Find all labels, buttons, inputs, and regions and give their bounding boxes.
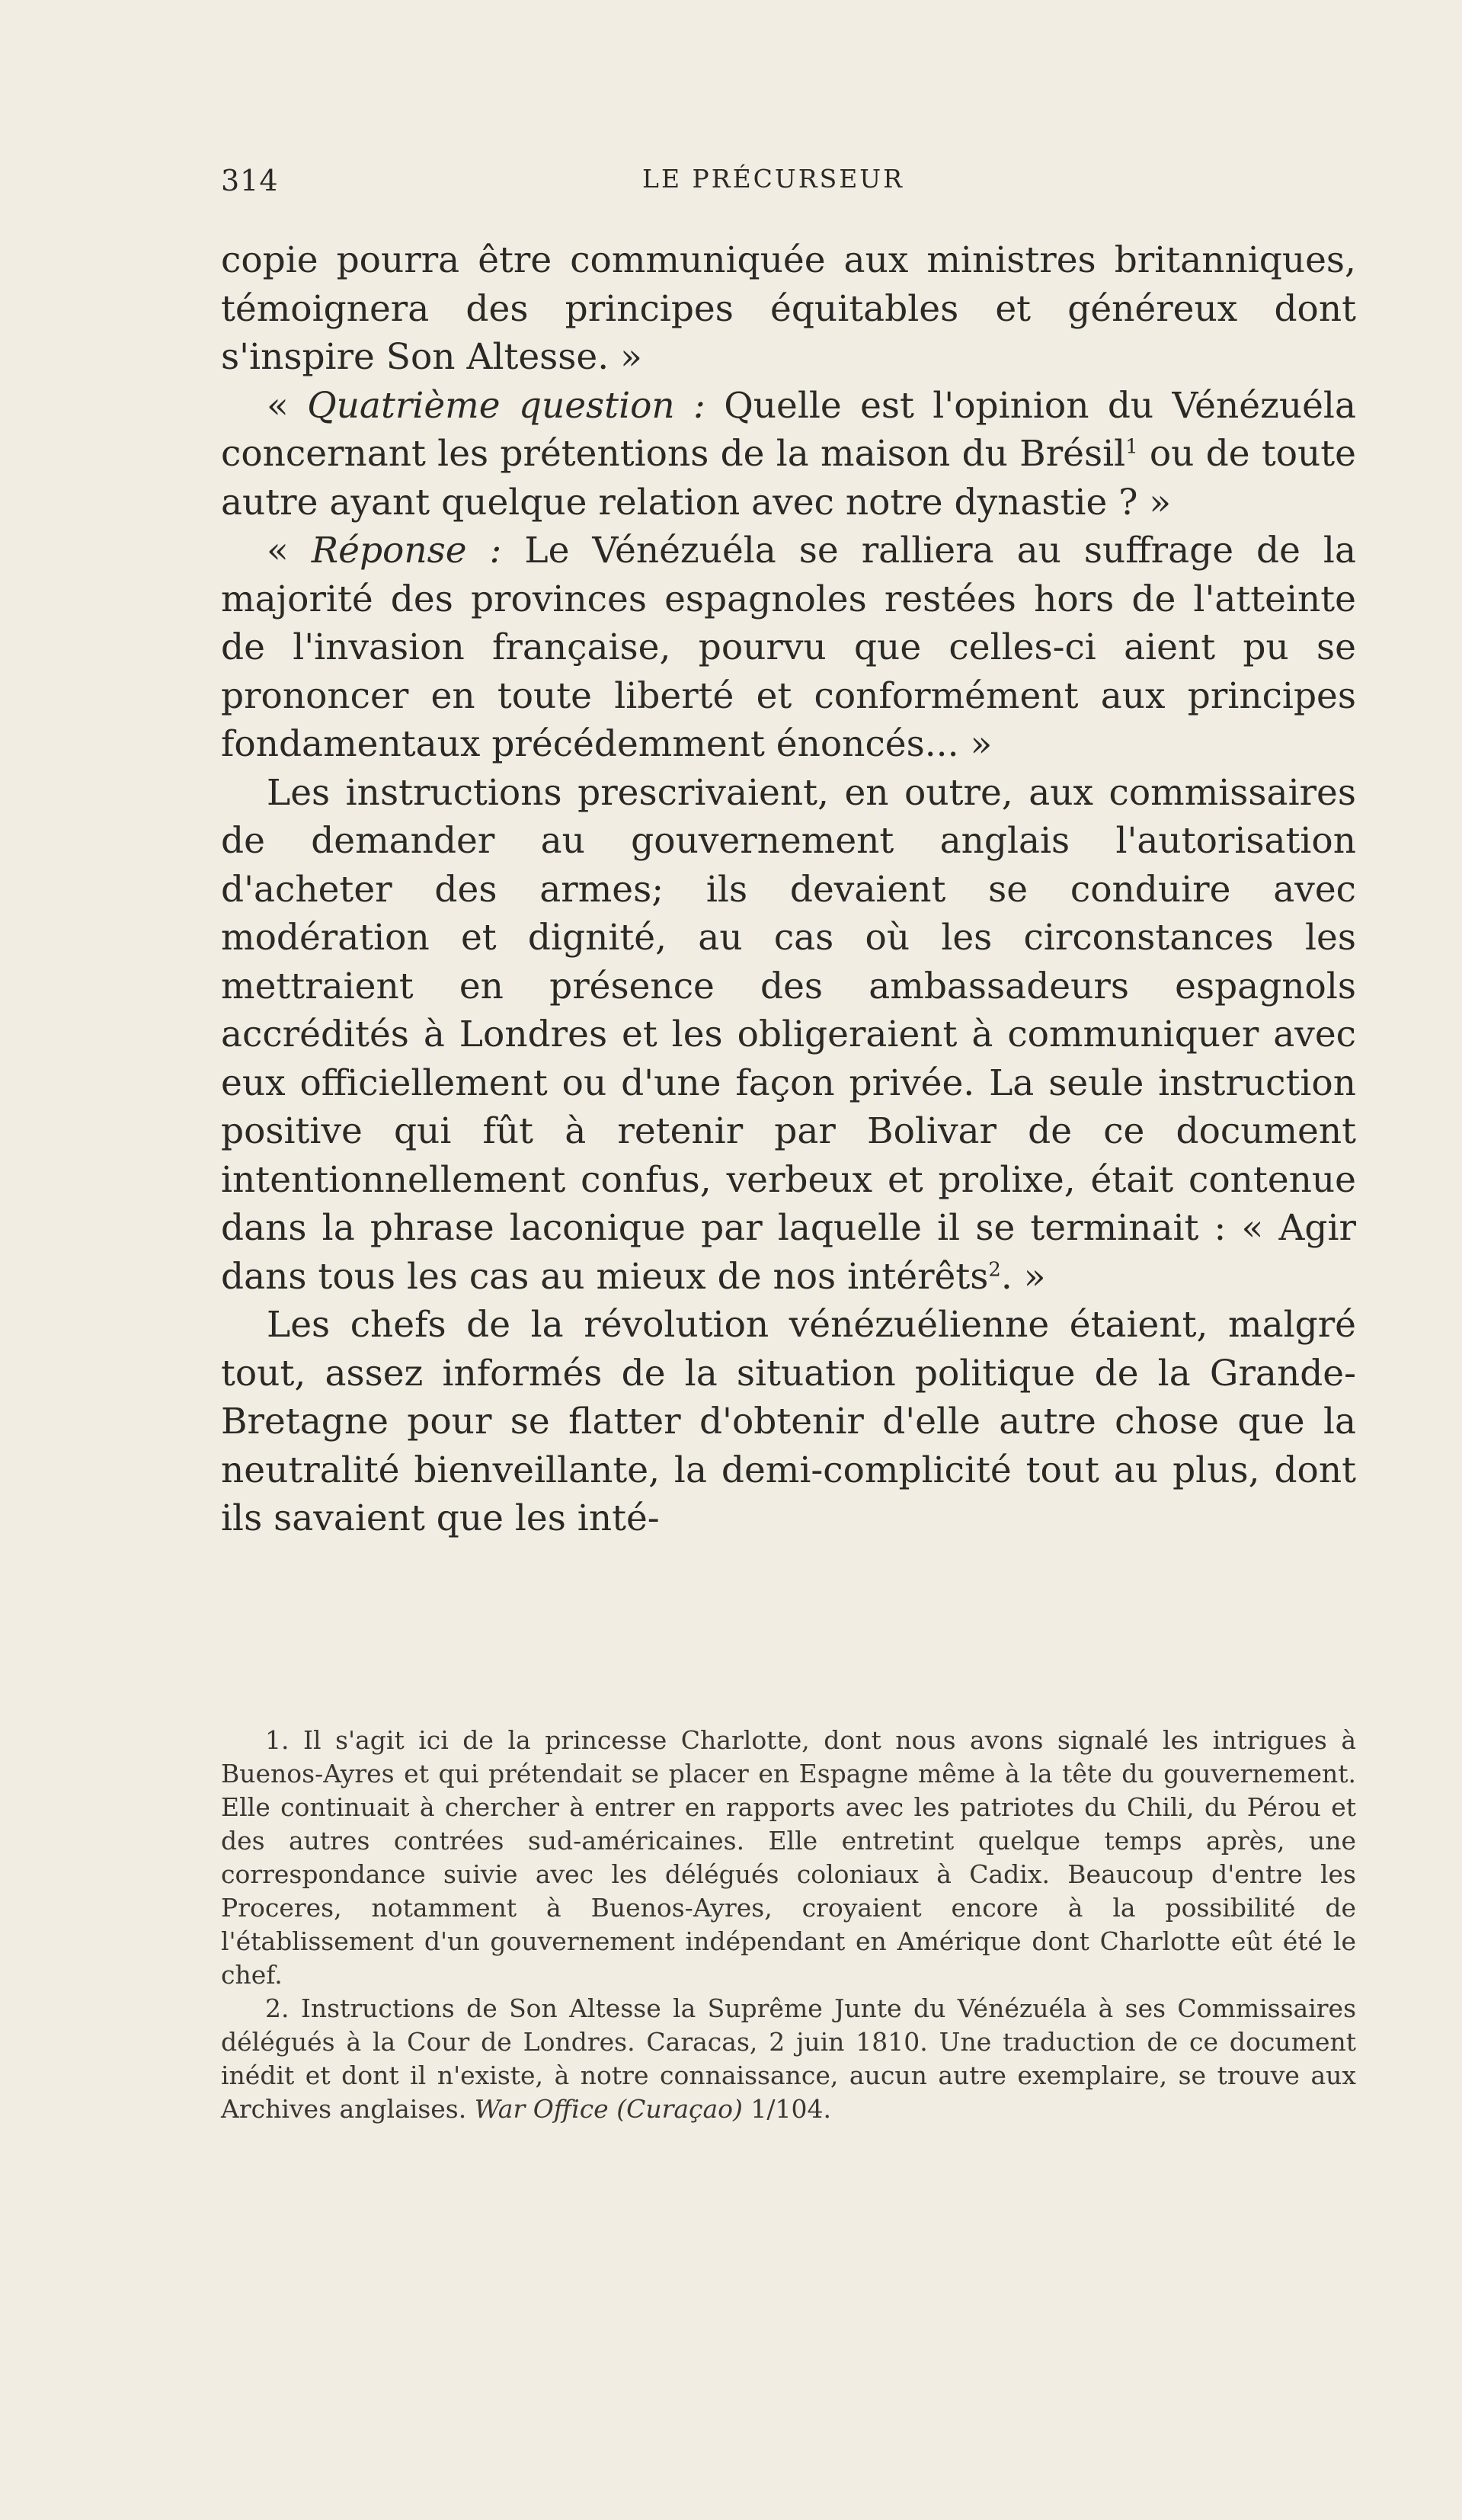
main-text xyxy=(221,236,1356,1543)
quote-open: « xyxy=(267,384,308,427)
footnote-ref-1: 1 xyxy=(1125,435,1138,459)
instructions-text: Les instructions prescrivaient, en outre, aux commissaires de demander au gouvernement anglais l'autorisation d'acheter des armes; ils devaient se conduire avec modération et dignité, au cas où les circonstances les mettraient en présence des ambassadeurs espagnols accrédités à Londres et les obligeraient à communiquer avec eux officiellement ou d'une façon privée. La seule instruction positive qui fût à retenir par Bolivar de ce document intentionnellement confus, verbeux et prolixe, était contenue dans la phrase laconique par laquelle il se terminait : « Agir dans tous les cas au mieux de nos intérêts xyxy=(221,771,1356,1298)
quote-open: « xyxy=(267,530,312,572)
paragraph-instructions xyxy=(221,769,1356,1302)
page-number: 314 xyxy=(221,164,279,197)
question-text-end: ou de toute autre ayant quelque relation avec notre dynastie ? » xyxy=(221,433,1356,524)
reponse-label: Réponse : xyxy=(311,530,502,572)
chefs-text: Les chefs de la révolution vénézuélienne étaient, malgré tout, assez informés de la situation politique de la Grande-Bretagne pour se flatter d'obtenir d'elle autre chose que la neutralité bienveillante, la demi-complicité tout au plus, dont ils savaient que les inté- xyxy=(221,1304,1356,1539)
question-label: Quatrième question : xyxy=(307,384,705,427)
instructions-text-end: . » xyxy=(1000,1255,1046,1298)
reponse-text: Le Vénézuéla se ralliera au suffrage de la majorité des provinces espagnoles restées hors de l'atteinte de l'invasion française, pourvu que celles-ci aient pu se prononcer en toute liberté et conformément aux principes fondamentaux précédemment énoncés... » xyxy=(221,530,1356,765)
paragraph-reponse xyxy=(221,527,1356,769)
footnote-2-archive: War Office (Curaçao) xyxy=(474,2094,743,2124)
footnote-2-end: 1/104. xyxy=(742,2094,832,2124)
footnote-1: 1. Il s'agit ici de la princesse Charlotte, dont nous avons signalé les intrigues à Buenos-Ayres et qui prétendait se placer en Espagne même à la tête du gouvernement. Elle continuait à chercher à entrer en rapports avec les patriotes du Chili, du Pérou et des autres contrées sud-américaines. Elle entretint quelque temps après, une correspondance suivie avec les délégués coloniaux à Cadix. Beaucoup d'entre les Proceres, notamment à Buenos-Ayres, croyaient encore à la possibilité de l'établissement d'un gouvernement indépendant en Amérique dont Charlotte eût été le chef. xyxy=(221,1725,1356,1990)
paragraph-chefs xyxy=(221,1301,1356,1543)
footnote-2-text: 2. Instructions de Son Altesse la Suprême Junte du Vénézuéla à ses Commissaires délégués à la Cour de Londres. Caracas, 2 juin 1810. Une traduction de ce document inédit et dont il n'existe, à notre connaissance, aucun autre exemplaire, se trouve aux Archives anglaises. xyxy=(221,1993,1356,2124)
running-title: LE PRÉCURSEUR xyxy=(642,164,904,194)
page-header xyxy=(221,164,1364,202)
footnote-ref-2: 2 xyxy=(988,1257,1001,1281)
paragraph-1 xyxy=(221,236,1356,382)
question-text: Quelle est l'opinion du Vénézuéla concernant les prétentions de la maison du Brésil xyxy=(221,384,1356,475)
paragraph-quatrieme-question xyxy=(221,382,1356,527)
footnotes xyxy=(221,1724,1356,2126)
paragraph-1-text: copie pourra être communiquée aux ministres britanniques, témoignera des principes équitables et généreux dont s'inspire Son Altesse. » xyxy=(221,239,1356,378)
footnote-2 xyxy=(221,1992,1356,2126)
